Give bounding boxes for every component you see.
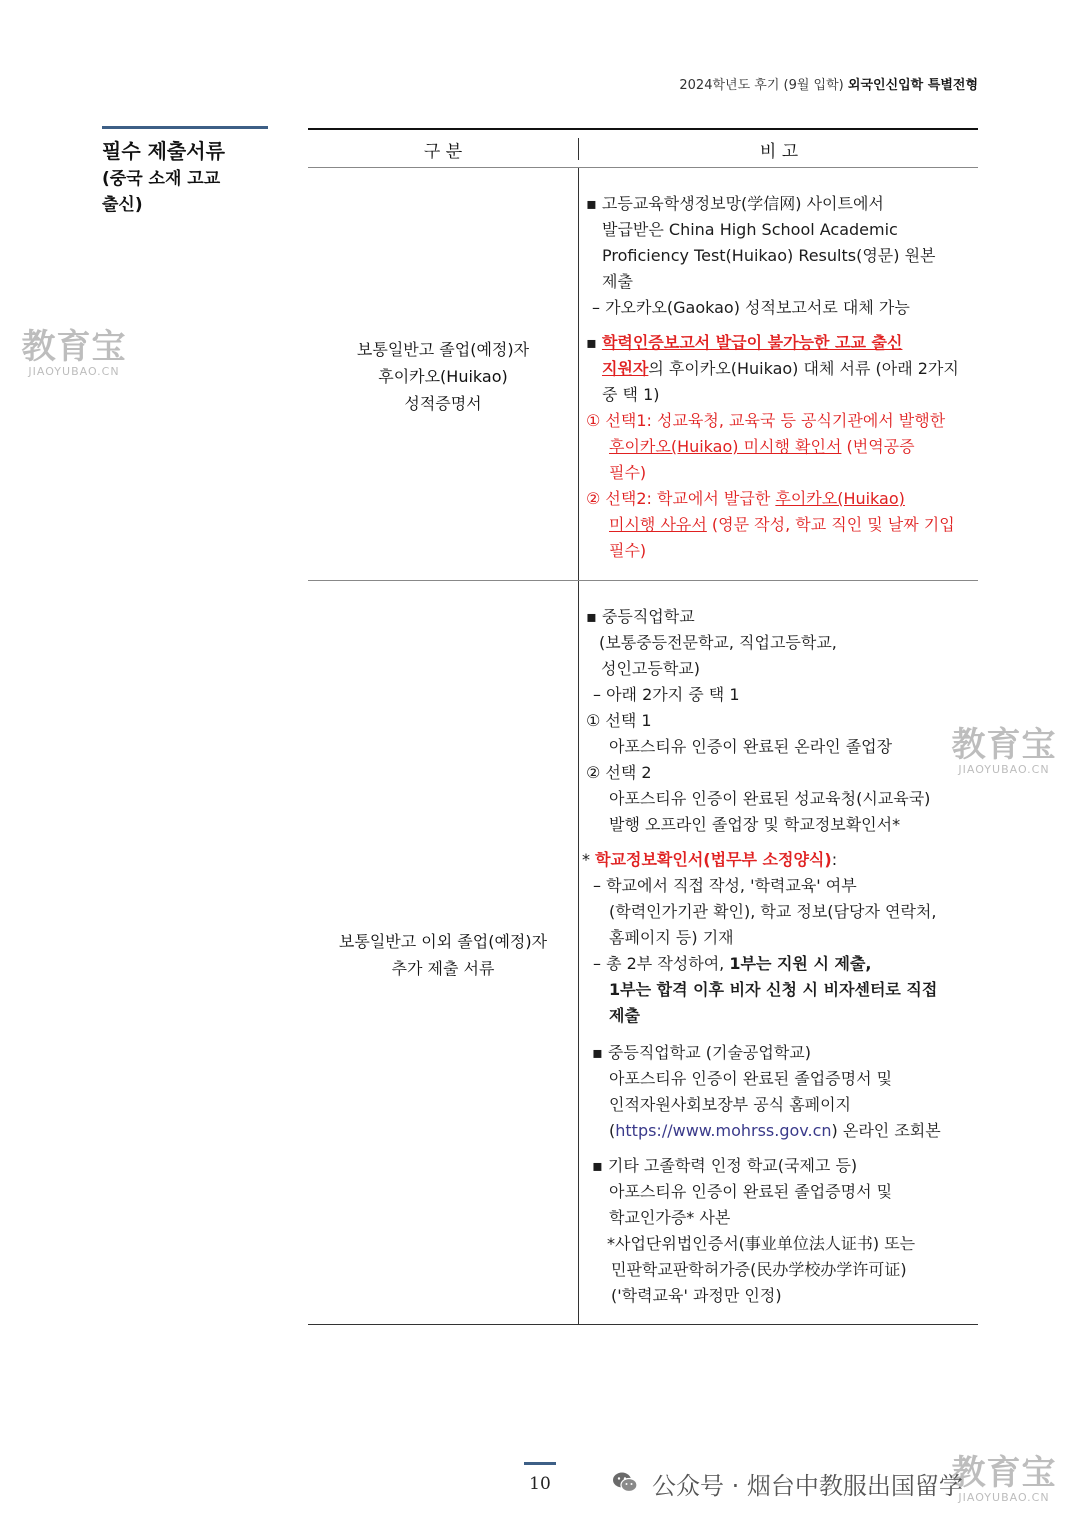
- watermark-right: [946, 725, 1062, 776]
- row1-bullet1-line5: – 가오카오(Gaokao) 성적보고서로 대체 가능: [592, 298, 910, 317]
- note-asterisk: *: [582, 850, 596, 869]
- row1-option2-note: (영문 작성, 학교 직인 및 날짜 기입: [706, 515, 955, 534]
- page-number-bar: [524, 1462, 556, 1465]
- table-header-remarks: 비 고: [759, 142, 799, 162]
- row2-c1-line6: 아포스티유 인증이 완료된 온라인 졸업장: [609, 737, 893, 756]
- row1-bullet1-line4: 제출: [602, 272, 633, 291]
- row1-bullet2-line3: 중 택 1): [602, 385, 660, 404]
- row1-option2-line2: [609, 512, 955, 535]
- row2-c1-line9: 발행 오프라인 졸업장 및 학교정보확인서*: [609, 815, 901, 834]
- row2-note-line7: 제출: [609, 1006, 640, 1025]
- row1-option1-document: 후이카오(Huikao) 미시행 확인서: [609, 437, 842, 456]
- row2-note-line6: 1부는 합격 이후 비자 신청 시 비자센터로 직접: [609, 980, 938, 999]
- header-divider: [578, 138, 579, 160]
- row2-c2-line3: 인적자원사회보장부 공식 홈페이지: [609, 1095, 852, 1114]
- row2-c1-line4: – 아래 2가지 중 택 1: [593, 685, 740, 704]
- note-line5-prefix: – 총 2부 작성하여,: [593, 954, 730, 973]
- header-title-bold: 외국인신입학 특별전형: [847, 78, 978, 93]
- link-open-paren: (: [609, 1121, 616, 1140]
- row1-label-line3: 성적증명서: [404, 394, 482, 413]
- note-colon: :: [831, 850, 838, 869]
- sidebar-accent-bar: [102, 126, 268, 129]
- bullet-marker: ▪: [586, 333, 602, 352]
- link-suffix: ) 온라인 조회본: [831, 1121, 941, 1140]
- watermark-right-logo: 教育宝: [951, 725, 1057, 765]
- row1-bullet2-line2: [602, 356, 959, 379]
- watermark-right-url: JIAOYUBAO.CN: [958, 763, 1050, 776]
- row2-c1-line5: ① 선택 1: [586, 711, 652, 730]
- row2-c3-line6: ('학력교육' 과정만 인정): [611, 1286, 782, 1305]
- row2-c3-line4: *사업단위법인증서(事业单位法人证书) 또는: [607, 1234, 916, 1253]
- table-column-divider: [578, 168, 579, 1324]
- table-row-2-label: [310, 928, 576, 982]
- row2-note-line1: [582, 847, 837, 870]
- row2-c3-line2: 아포스티유 인증이 완료된 졸업증명서 및: [609, 1182, 893, 1201]
- table-row-1-label: [310, 336, 576, 417]
- row2-c1-line8: 아포스티유 인증이 완료된 성교육청(시교육국): [609, 789, 931, 808]
- row1-bullet1-line3: Proficiency Test(Huikao) Results(영문) 원본: [602, 246, 936, 265]
- row2-label-line1: 보통일반고 이외 졸업(예정)자: [338, 932, 548, 951]
- footer-brand: 公众号 · 烟台中教服出国留学: [652, 1472, 963, 1500]
- row1-bullet1-line2: 발급받은 China High School Academic: [602, 220, 898, 239]
- table-top-rule: [308, 128, 978, 130]
- row2-c2-line4: [609, 1118, 941, 1141]
- row2-c1-line3: 성인고등학교): [601, 659, 700, 678]
- row2-c3-line3: 학교인가증* 사본: [609, 1208, 731, 1227]
- row1-bullet1-line1: ▪ 고등교육학생정보망(学信网) 사이트에서: [586, 194, 884, 213]
- section-subtitle-line1: (중국 소재 고교: [102, 169, 221, 189]
- row2-note-line5: [593, 951, 871, 974]
- row1-option2-document: 미시행 사유서: [609, 515, 707, 534]
- watermark-left-logo: 教育宝: [21, 327, 127, 367]
- row2-c2-line1: ▪ 중등직업학교 (기술공업학교): [592, 1043, 811, 1062]
- row1-option1-line2: [609, 434, 915, 457]
- row1-label-line2: 후이카오(Huikao): [378, 367, 508, 386]
- row1-option1-note: (번역공증: [841, 437, 915, 456]
- row1-option2-prefix: ② 선택2: 학교에서 발급한: [586, 489, 776, 508]
- header-title-prefix: 2024학년도 후기 (9월 입학): [679, 78, 848, 93]
- watermark-bottom: [946, 1453, 1062, 1504]
- watermark-left-url: JIAOYUBAO.CN: [28, 365, 120, 378]
- row1-option2-line3: 필수): [609, 541, 647, 560]
- table-bottom-rule: [308, 1324, 978, 1325]
- row2-c1-line7: ② 선택 2: [586, 763, 652, 782]
- row1-option2-huikao: 후이카오(Huikao): [775, 489, 905, 508]
- wechat-icon: [612, 1470, 638, 1494]
- watermark-left: [16, 327, 132, 378]
- row1-option1-line1: ① 선택1: 성교육청, 교육국 등 공식기관에서 발행한: [586, 411, 946, 430]
- row2-c1-line1: ▪ 중등직업학교: [586, 607, 695, 626]
- watermark-bottom-logo: 教育宝: [951, 1453, 1057, 1493]
- row1-option2-line1: [586, 486, 905, 509]
- row1-label-line1: 보통일반고 졸업(예정)자: [356, 340, 530, 359]
- section-subtitle-line2: 출신): [102, 195, 143, 215]
- page-number: 10: [529, 1474, 551, 1494]
- table-header-category: 구 분: [423, 142, 463, 162]
- row2-c3-line5: 민판학교판학허가증(民办学校办学许可证): [611, 1260, 907, 1279]
- document-header: [679, 74, 978, 93]
- row2-c3-line1: ▪ 기타 고졸학력 인정 학교(국제고 등): [592, 1156, 858, 1175]
- row2-label-line2: 추가 제출 서류: [391, 959, 495, 978]
- row1-bullet2-applicant: 지원자: [602, 359, 649, 378]
- row2-note-red-title: 학교정보확인서(법무부 소정양식): [595, 850, 832, 869]
- section-title: 필수 제출서류: [102, 139, 225, 163]
- row2-note-line3: (학력인가기관 확인), 학교 정보(담당자 연락처,: [609, 902, 937, 921]
- row1-bullet2-line1: [586, 330, 902, 353]
- row1-bullet2-red-text: 학력인증보고서 발급이 불가능한 고교 출신: [601, 333, 903, 352]
- table-header-rule: [308, 167, 978, 168]
- row2-note-line2: – 학교에서 직접 작성, '학력교육' 여부: [593, 876, 857, 895]
- note-line5-bold: 1부는 지원 시 제출,: [729, 954, 872, 973]
- row2-c2-line2: 아포스티유 인증이 완료된 졸업증명서 및: [609, 1069, 893, 1088]
- row1-option1-line3: 필수): [609, 463, 647, 482]
- row1-bullet2-rest: 의 후이카오(Huikao) 대체 서류 (아래 2가지: [648, 359, 959, 378]
- watermark-bottom-url: JIAOYUBAO.CN: [958, 1491, 1050, 1504]
- mohrss-link[interactable]: https://www.mohrss.gov.cn: [615, 1121, 832, 1140]
- table-row-rule: [308, 580, 978, 581]
- row2-c1-line2: (보통중등전문학교, 직업고등학교,: [599, 633, 837, 652]
- row2-note-line4: 홈페이지 등) 기재: [609, 928, 734, 947]
